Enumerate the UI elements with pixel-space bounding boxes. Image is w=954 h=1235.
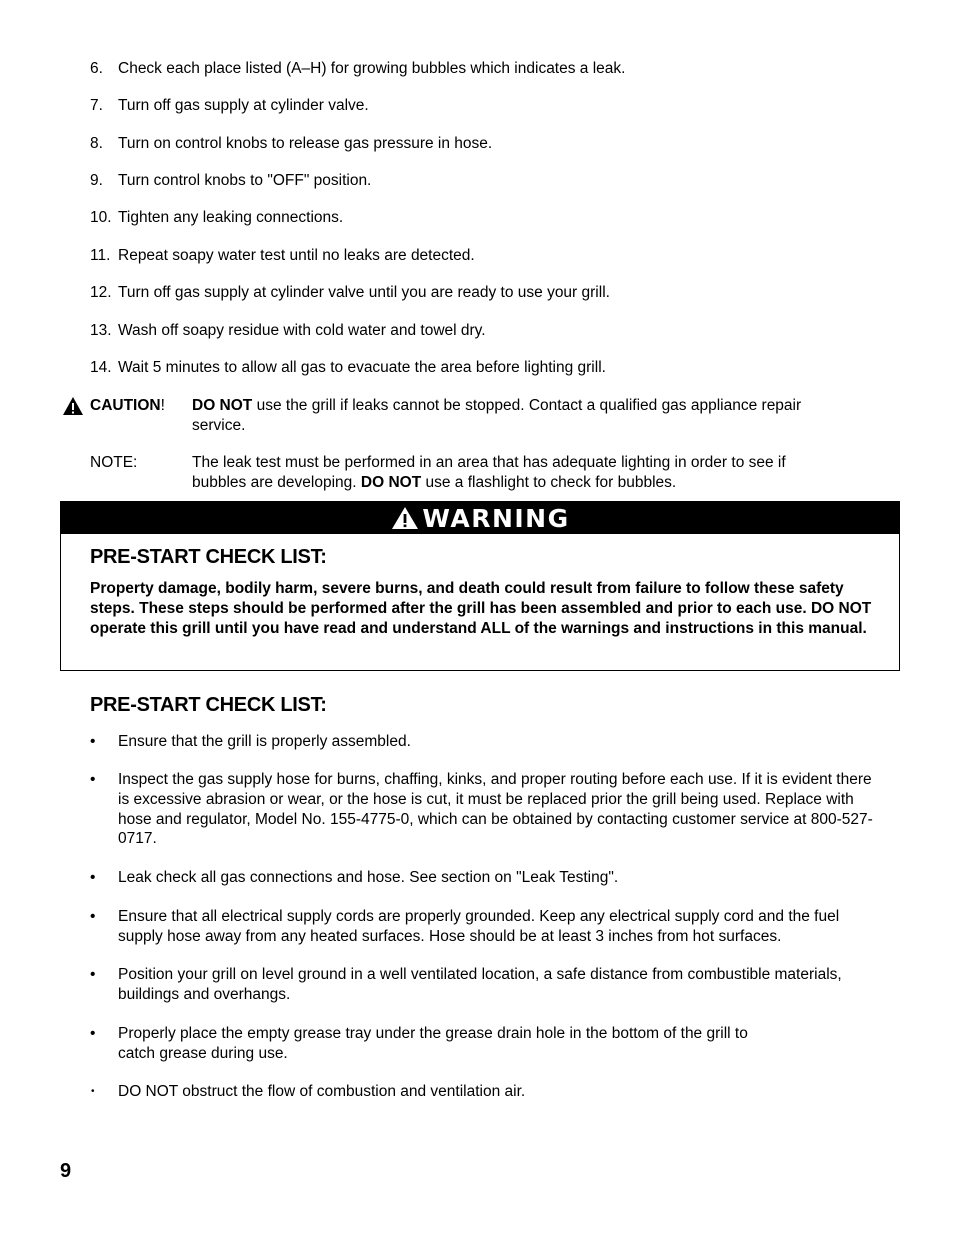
checklist-text: Ensure that the grill is properly assembled. [118,733,411,750]
checklist-text: Properly place the empty grease tray under the grease drain hole in the bottom of the grill to catch grease during use. [118,1025,748,1062]
checklist-text: DO NOT obstruct the flow of combustion and ventilation air. [118,1083,526,1100]
checklist-text: Leak check all gas connections and hose. See section on "Leak Testing". [118,869,619,886]
step-item [90,96,890,116]
step-item [90,59,890,79]
warning-title: WARNING [422,503,570,533]
step-item [90,171,890,191]
step-number: 8. [90,135,103,152]
step-number: 6. [90,60,103,77]
step-text: Check each place listed (A–H) for growing bubbles which indicates a leak. [118,60,626,77]
step-text: Wait 5 minutes to allow all gas to evacuate the area before lighting grill. [118,359,606,376]
warning-icon [390,505,420,531]
step-item [90,321,890,341]
checklist-text: Inspect the gas supply hose for burns, chaffing, kinks, and proper routing before each use. If it is evident there is excessive abrasion or wear, or the hose is cut, it must be replaced prior the grill being used. Replace with hose and regulator, Model No. 155-4775-0, which can be obtained by contacting customer service at 800-527-0717. [118,771,873,848]
warning-heading: PRE-START CHECK LIST: [90,546,327,568]
step-number: 13. [90,322,112,339]
caution-emphasis: DO NOT [192,397,253,414]
bullet-icon: • [90,771,96,788]
bullet-icon: • [90,733,96,750]
bullet-icon: • [90,908,96,925]
checklist-text: Ensure that all electrical supply cords are properly grounded. Keep any electrical supply cord and the fuel supply hose away from any heated surfaces. Hose should be at least 3 inches from hot surfaces. [118,908,840,945]
checklist-item [90,868,880,888]
checklist-item [90,907,880,947]
step-text: Turn off gas supply at cylinder valve. [118,97,369,114]
warning-box [60,501,900,671]
step-text: Turn control knobs to "OFF" position. [118,172,372,189]
checklist-item [90,1024,880,1064]
checklist-item [90,770,880,849]
note-label: NOTE: [90,454,138,471]
note-emphasis: DO NOT [360,473,422,491]
step-number: 12. [90,284,112,301]
step-item [90,283,890,303]
step-item [90,358,890,378]
step-text: Wash off soapy residue with cold water and towel dry. [118,322,486,339]
checklist-item [90,732,880,752]
caution-text: DO NOT use the grill if leaks cannot be stopped. Contact a qualified gas appliance repair service. [192,397,802,434]
bullet-icon: • [90,966,96,983]
step-text: Tighten any leaking connections. [118,209,344,226]
bullet-icon: • [90,869,96,886]
warning-banner [61,502,899,534]
step-number: 7. [90,97,103,114]
bullet-icon: • [91,1086,95,1097]
step-item [90,208,890,228]
checklist-item [90,1082,880,1102]
step-text: Turn on control knobs to release gas pressure in hose. [118,135,493,152]
step-item [90,246,890,266]
step-item [90,134,890,154]
step-number: 9. [90,172,103,189]
checklist-text: Position your grill on level ground in a well ventilated location, a safe distance from combustible materials, buildings and overhangs. [118,966,842,1003]
step-number: 14. [90,359,112,376]
note-text: The leak test must be performed in an area that has adequate lighting in order to see if bubbles are developing. DO NOT use a flashlight to check for bubbles. [192,454,786,491]
checklist-item [90,965,880,1005]
caution-icon [62,396,84,416]
step-number: 11. [90,247,111,264]
checklist-heading: PRE-START CHECK LIST: [90,694,327,716]
warning-body: Property damage, bodily harm, severe burns, and death could result from failure to follow these safety steps. These steps should be performed after the grill has been assembled and prior to each use. DO NOT operate this grill until you have read and understand ALL of the warnings and instructions in this manual. [90,580,872,637]
caution-label: CAUTION! [90,397,165,414]
step-number: 10. [90,209,112,226]
step-text: Repeat soapy water test until no leaks are detected. [118,247,475,264]
page-number: 9 [60,1160,72,1182]
step-text: Turn off gas supply at cylinder valve until you are ready to use your grill. [118,284,610,301]
bullet-icon: • [90,1025,96,1042]
